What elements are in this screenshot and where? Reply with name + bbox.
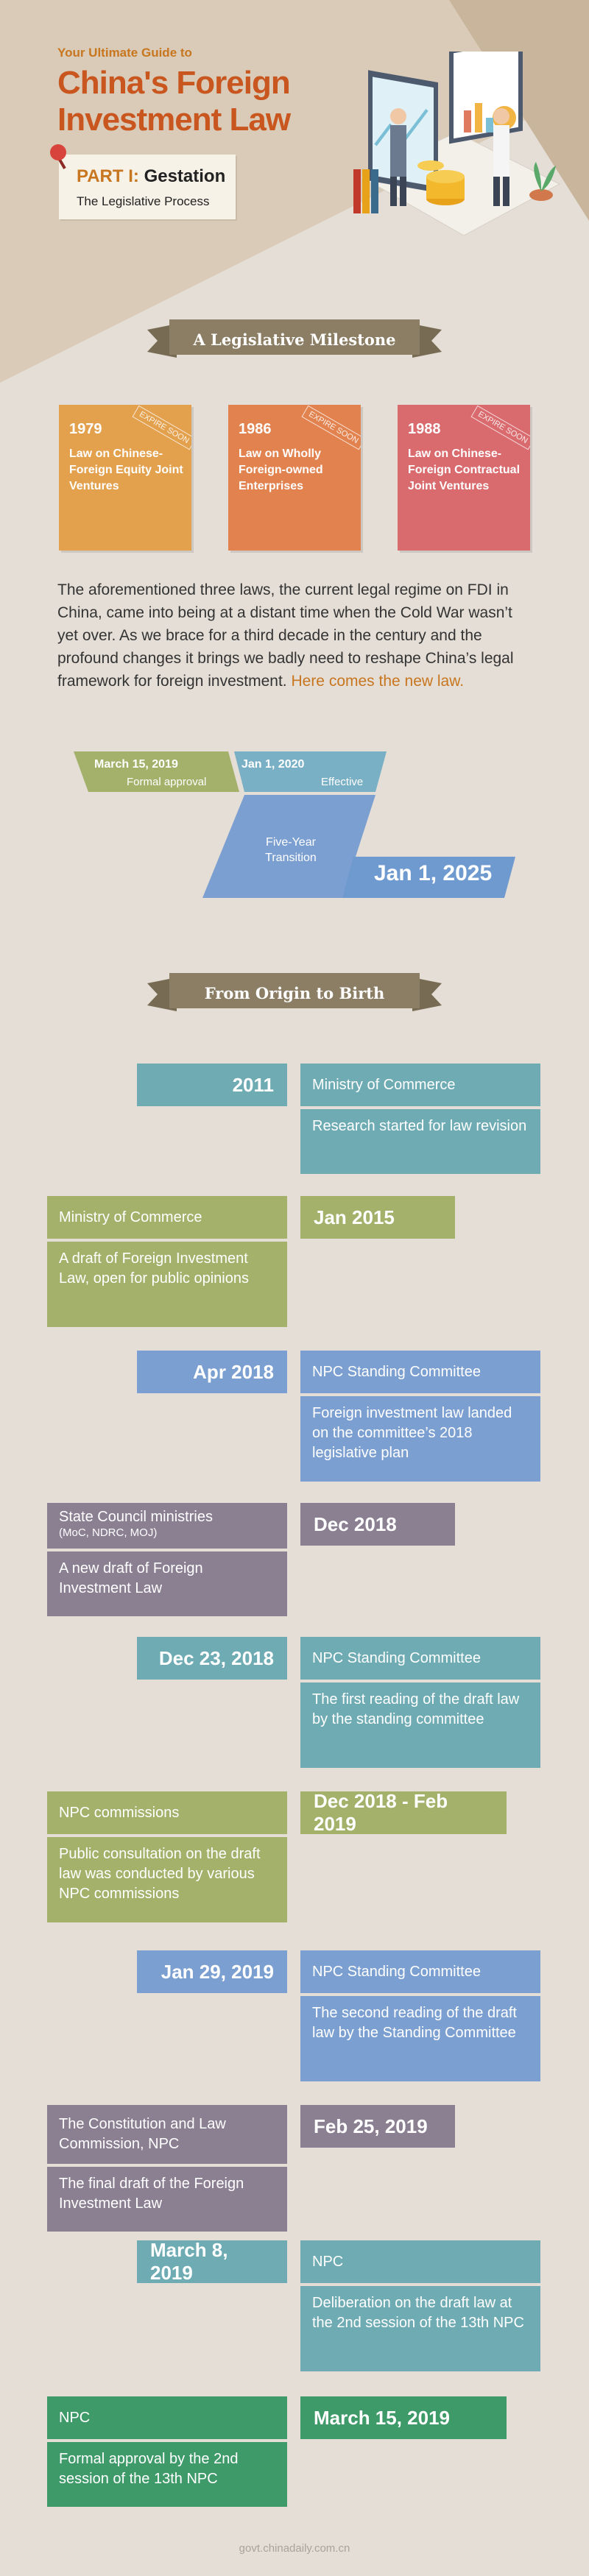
business-illustration	[346, 52, 567, 250]
event-description: Foreign investment law landed on the committee’s 2018 legislative plan	[300, 1396, 540, 1482]
expire-stamp: EXPIRE SOON	[471, 406, 530, 450]
event-actor: Ministry of Commerce	[47, 1196, 287, 1239]
event-description: Formal approval by the 2nd session of the 13th NPC	[47, 2442, 287, 2507]
event-actor: Ministry of Commerce	[300, 1064, 540, 1106]
timeline-label-approval: Formal approval	[127, 776, 207, 788]
event-actor: The Constitution and Law Commission, NPC	[47, 2105, 287, 2164]
expire-stamp: EXPIRE SOON	[302, 406, 361, 450]
event-description: Deliberation on the draft law at the 2nd session of the 13th NPC	[300, 2286, 540, 2371]
section-ribbon-origin: From Origin to Birth	[147, 970, 442, 1016]
event-actor: NPC	[300, 2240, 540, 2283]
law-name: Law on Wholly Foreign-owned Enterprises	[239, 447, 323, 492]
event-description: Public consultation on the draft law was conducted by various NPC commissions	[47, 1837, 287, 1922]
event-date: Jan 29, 2019	[137, 1950, 287, 1993]
timeline-date-approval: March 15, 2019	[94, 758, 178, 771]
law-card	[59, 405, 191, 551]
law-card	[228, 405, 361, 551]
event-date: March 8, 2019	[137, 2240, 287, 2283]
event-description: Research started for law revision	[300, 1109, 540, 1174]
part-label: PART I: Gestation	[77, 166, 226, 186]
law-year: 1986	[239, 421, 272, 437]
law-name: Law on Chinese-Foreign Equity Joint Ventures	[69, 447, 183, 492]
timeline-label-effective: Effective	[321, 776, 364, 788]
section-ribbon-milestone: A Legislative Milestone	[147, 316, 442, 362]
event-actor: NPC Standing Committee	[300, 1950, 540, 1993]
intro-highlight: Here comes the new law.	[291, 673, 465, 690]
law-name: Law on Chinese-Foreign Contractual Joint Ventures	[408, 447, 521, 492]
event-date: Dec 2018	[300, 1503, 455, 1546]
event-description: The first reading of the draft law by the standing committee	[300, 1682, 540, 1768]
event-description: The final draft of the Foreign Investment Law	[47, 2167, 287, 2232]
event-actor: NPC	[47, 2396, 287, 2439]
part-box	[59, 155, 236, 219]
event-actor: State Council ministries (MoC, NDRC, MOJ)	[47, 1503, 287, 1549]
event-date: Dec 23, 2018	[137, 1637, 287, 1680]
event-description: A draft of Foreign Investment Law, open for public opinions	[47, 1242, 287, 1327]
law-year: 1979	[69, 421, 102, 437]
timeline-date-effective: Jan 1, 2020	[241, 758, 305, 771]
intro-paragraph: The aforementioned three laws, the current legal regime on FDI in China, came into being at a distant time when the Cold War wasn’t yet over. As we brace for a third decade in the century and the profound changes it brings we badly need to reshape China’s legal framework for foreign investment. Here comes the new law.	[57, 581, 514, 690]
event-date: Dec 2018 - Feb 2019	[300, 1791, 507, 1834]
event-date: March 15, 2019	[300, 2396, 507, 2439]
event-description: The second reading of the draft law by the Standing Committee	[300, 1996, 540, 2081]
part-subtitle: The Legislative Process	[77, 194, 210, 208]
pushpin-icon	[50, 144, 66, 160]
expire-stamp: EXPIRE SOON	[133, 406, 191, 450]
event-date: Apr 2018	[137, 1351, 287, 1393]
timeline-label-transition: Five-Year Transition	[265, 836, 317, 864]
event-actor: NPC commissions	[47, 1791, 287, 1834]
guide-kicker: Your Ultimate Guide to	[57, 46, 192, 60]
footer-source: govt.chinadaily.com.cn	[239, 2542, 350, 2555]
event-actor: NPC Standing Committee	[300, 1637, 540, 1680]
page-title: China's Foreign Investment Law	[57, 65, 291, 138]
event-description: A new draft of Foreign Investment Law	[47, 1551, 287, 1616]
law-year: 1988	[408, 421, 441, 437]
event-date: Jan 2015	[300, 1196, 455, 1239]
law-card	[398, 405, 530, 551]
event-date: Feb 25, 2019	[300, 2105, 455, 2148]
event-date: 2011	[137, 1064, 287, 1106]
event-actor: NPC Standing Committee	[300, 1351, 540, 1393]
timeline-date-end: Jan 1, 2025	[374, 861, 493, 885]
